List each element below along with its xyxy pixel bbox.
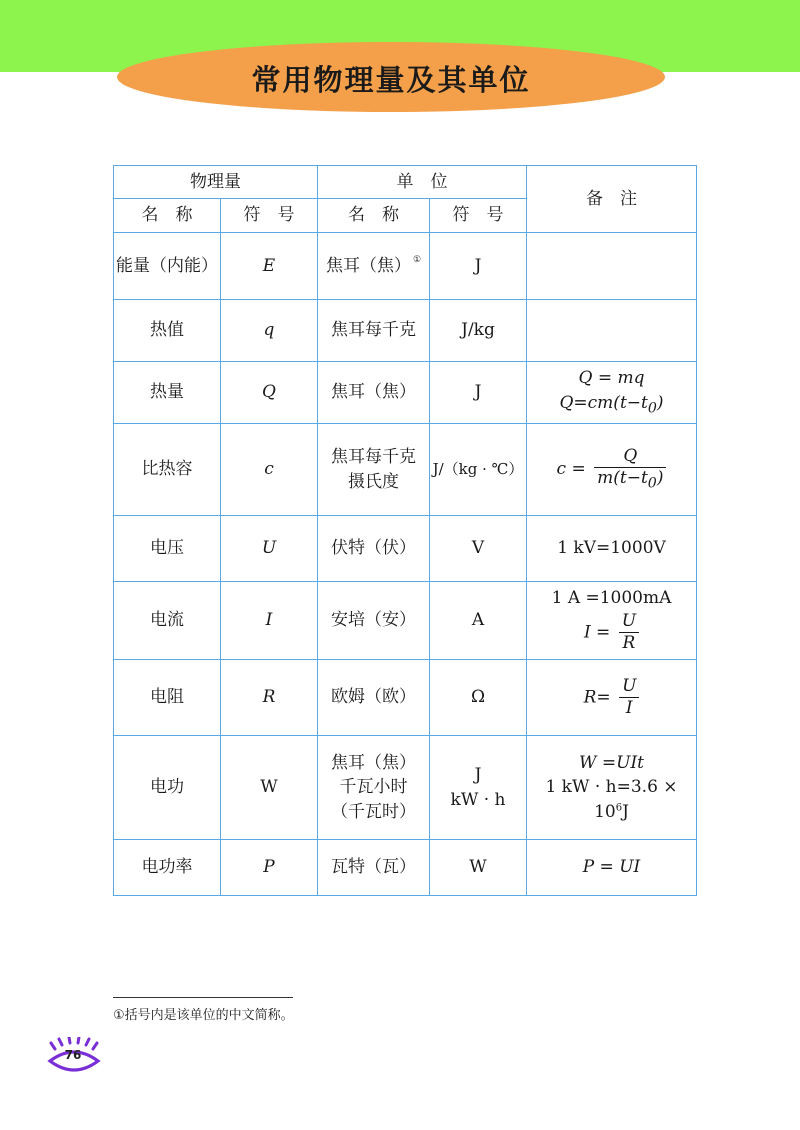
footnote-divider xyxy=(113,997,293,998)
remarks xyxy=(527,582,697,660)
conversion-note: 1 A =1000mA xyxy=(551,588,672,609)
remarks xyxy=(527,300,697,362)
table-row xyxy=(114,300,697,362)
fraction-numerator: U xyxy=(619,611,639,633)
remarks xyxy=(527,736,697,840)
formula-subscript: 0 xyxy=(647,400,657,417)
fraction-numerator: U xyxy=(619,676,639,698)
unit-symbol: Ω xyxy=(430,660,527,736)
unit-name: 欧姆（欧） xyxy=(318,660,430,736)
quantity-symbol: q xyxy=(221,300,318,362)
table-row xyxy=(114,840,697,896)
header-unit-symbol: 符 号 xyxy=(430,199,527,233)
header-quantity: 物理量 xyxy=(114,166,318,199)
formula-heat-specific xyxy=(527,391,696,419)
quantity-symbol: E xyxy=(221,233,318,300)
formula-exponent: 6 xyxy=(615,802,623,814)
header-unit-name: 名 称 xyxy=(318,199,430,233)
unit-symbol-line: J xyxy=(474,764,482,785)
formula-lhs: I = xyxy=(583,622,611,643)
quantity-name: 热量 xyxy=(114,362,221,424)
formula-part: J xyxy=(622,801,629,822)
quantity-name: 比热容 xyxy=(114,424,221,516)
fraction-denominator: I xyxy=(625,698,633,718)
quantity-name: 电流 xyxy=(114,582,221,660)
table-row xyxy=(114,736,697,840)
unit-symbol-line: kW · h xyxy=(450,789,506,810)
conversion-note xyxy=(527,775,696,824)
remarks xyxy=(527,660,697,736)
unit-name-line: 摄氏度 xyxy=(348,471,399,492)
units-table xyxy=(113,165,697,896)
quantity-symbol: W xyxy=(221,736,318,840)
formula-part: ) xyxy=(656,392,664,413)
formula-work: W =UIt xyxy=(579,752,644,773)
footnote: ①括号内是该单位的中文简称。 xyxy=(113,1008,294,1023)
formula-lhs: c = xyxy=(556,459,586,479)
header-row-1 xyxy=(114,166,697,199)
quantity-name: 热值 xyxy=(114,300,221,362)
unit-symbol: A xyxy=(430,582,527,660)
unit-symbol: V xyxy=(430,516,527,582)
formula-ohm-current xyxy=(527,611,696,655)
formula-lhs: R= xyxy=(583,687,611,707)
quantity-symbol: I xyxy=(221,582,318,660)
formula-part: Q=cm(t−t xyxy=(559,392,648,413)
remarks xyxy=(527,362,697,424)
fraction-denominator: R xyxy=(622,633,636,654)
header-unit: 单 位 xyxy=(318,166,527,199)
fraction xyxy=(619,611,639,655)
unit-name-text: 焦耳（焦） xyxy=(325,255,411,276)
unit-name: 焦耳（焦） xyxy=(318,362,430,424)
unit-name-line: 千瓦小时 xyxy=(339,777,408,798)
formula-subscript: 0 xyxy=(647,475,657,492)
unit-symbol: J xyxy=(430,362,527,424)
table-row xyxy=(114,233,697,300)
formula-part: ) xyxy=(656,468,664,489)
unit-name-line: （千瓦时） xyxy=(331,801,416,822)
unit-symbol: J/（kg · ℃） xyxy=(430,424,527,516)
unit-name-line: 焦耳每千克 xyxy=(331,446,416,467)
unit-name-line: 焦耳（焦） xyxy=(331,752,416,773)
quantity-name: 电阻 xyxy=(114,660,221,736)
quantity-name: 电压 xyxy=(114,516,221,582)
header-name: 名 称 xyxy=(114,199,221,233)
page-title: 常用物理量及其单位 xyxy=(251,62,531,97)
unit-name xyxy=(318,736,430,840)
fraction xyxy=(619,676,639,720)
quantity-symbol: P xyxy=(221,840,318,896)
table-row xyxy=(114,424,697,516)
quantity-symbol: Q xyxy=(221,362,318,424)
fraction-denominator xyxy=(594,468,666,493)
quantity-symbol: U xyxy=(221,516,318,582)
unit-name: 瓦特（瓦） xyxy=(318,840,430,896)
unit-symbol: J xyxy=(430,233,527,300)
unit-name xyxy=(318,424,430,516)
unit-name: 安培（安） xyxy=(318,582,430,660)
remarks: 1 kV=1000V xyxy=(527,516,697,582)
quantity-symbol: c xyxy=(221,424,318,516)
quantity-symbol: R xyxy=(221,660,318,736)
footnote-mark: ① xyxy=(412,254,422,265)
unit-symbol: W xyxy=(430,840,527,896)
unit-name: 伏特（伏） xyxy=(318,516,430,582)
table-row xyxy=(114,582,697,660)
header-remarks: 备 注 xyxy=(527,166,697,233)
formula-heat-fuel: Q = mq xyxy=(578,368,645,389)
fraction-numerator: Q xyxy=(594,446,666,468)
quantity-name: 电功率 xyxy=(114,840,221,896)
table-row xyxy=(114,660,697,736)
header-symbol: 符 号 xyxy=(221,199,318,233)
quantity-name: 能量（内能） xyxy=(114,233,221,300)
table-row xyxy=(114,516,697,582)
quantity-name: 电功 xyxy=(114,736,221,840)
formula-part: m(t−t xyxy=(597,468,648,489)
remarks xyxy=(527,233,697,300)
formula-part: 1 kW · h=3.6 × 10 xyxy=(545,777,678,822)
unit-symbol: J/kg xyxy=(430,300,527,362)
title-banner xyxy=(117,42,665,112)
page-number: 76 xyxy=(64,1048,82,1062)
unit-name xyxy=(318,233,430,300)
fraction xyxy=(594,446,666,493)
remarks xyxy=(527,424,697,516)
unit-name: 焦耳每千克 xyxy=(318,300,430,362)
table-row xyxy=(114,362,697,424)
unit-symbol xyxy=(430,736,527,840)
remarks: P = UI xyxy=(527,840,697,896)
